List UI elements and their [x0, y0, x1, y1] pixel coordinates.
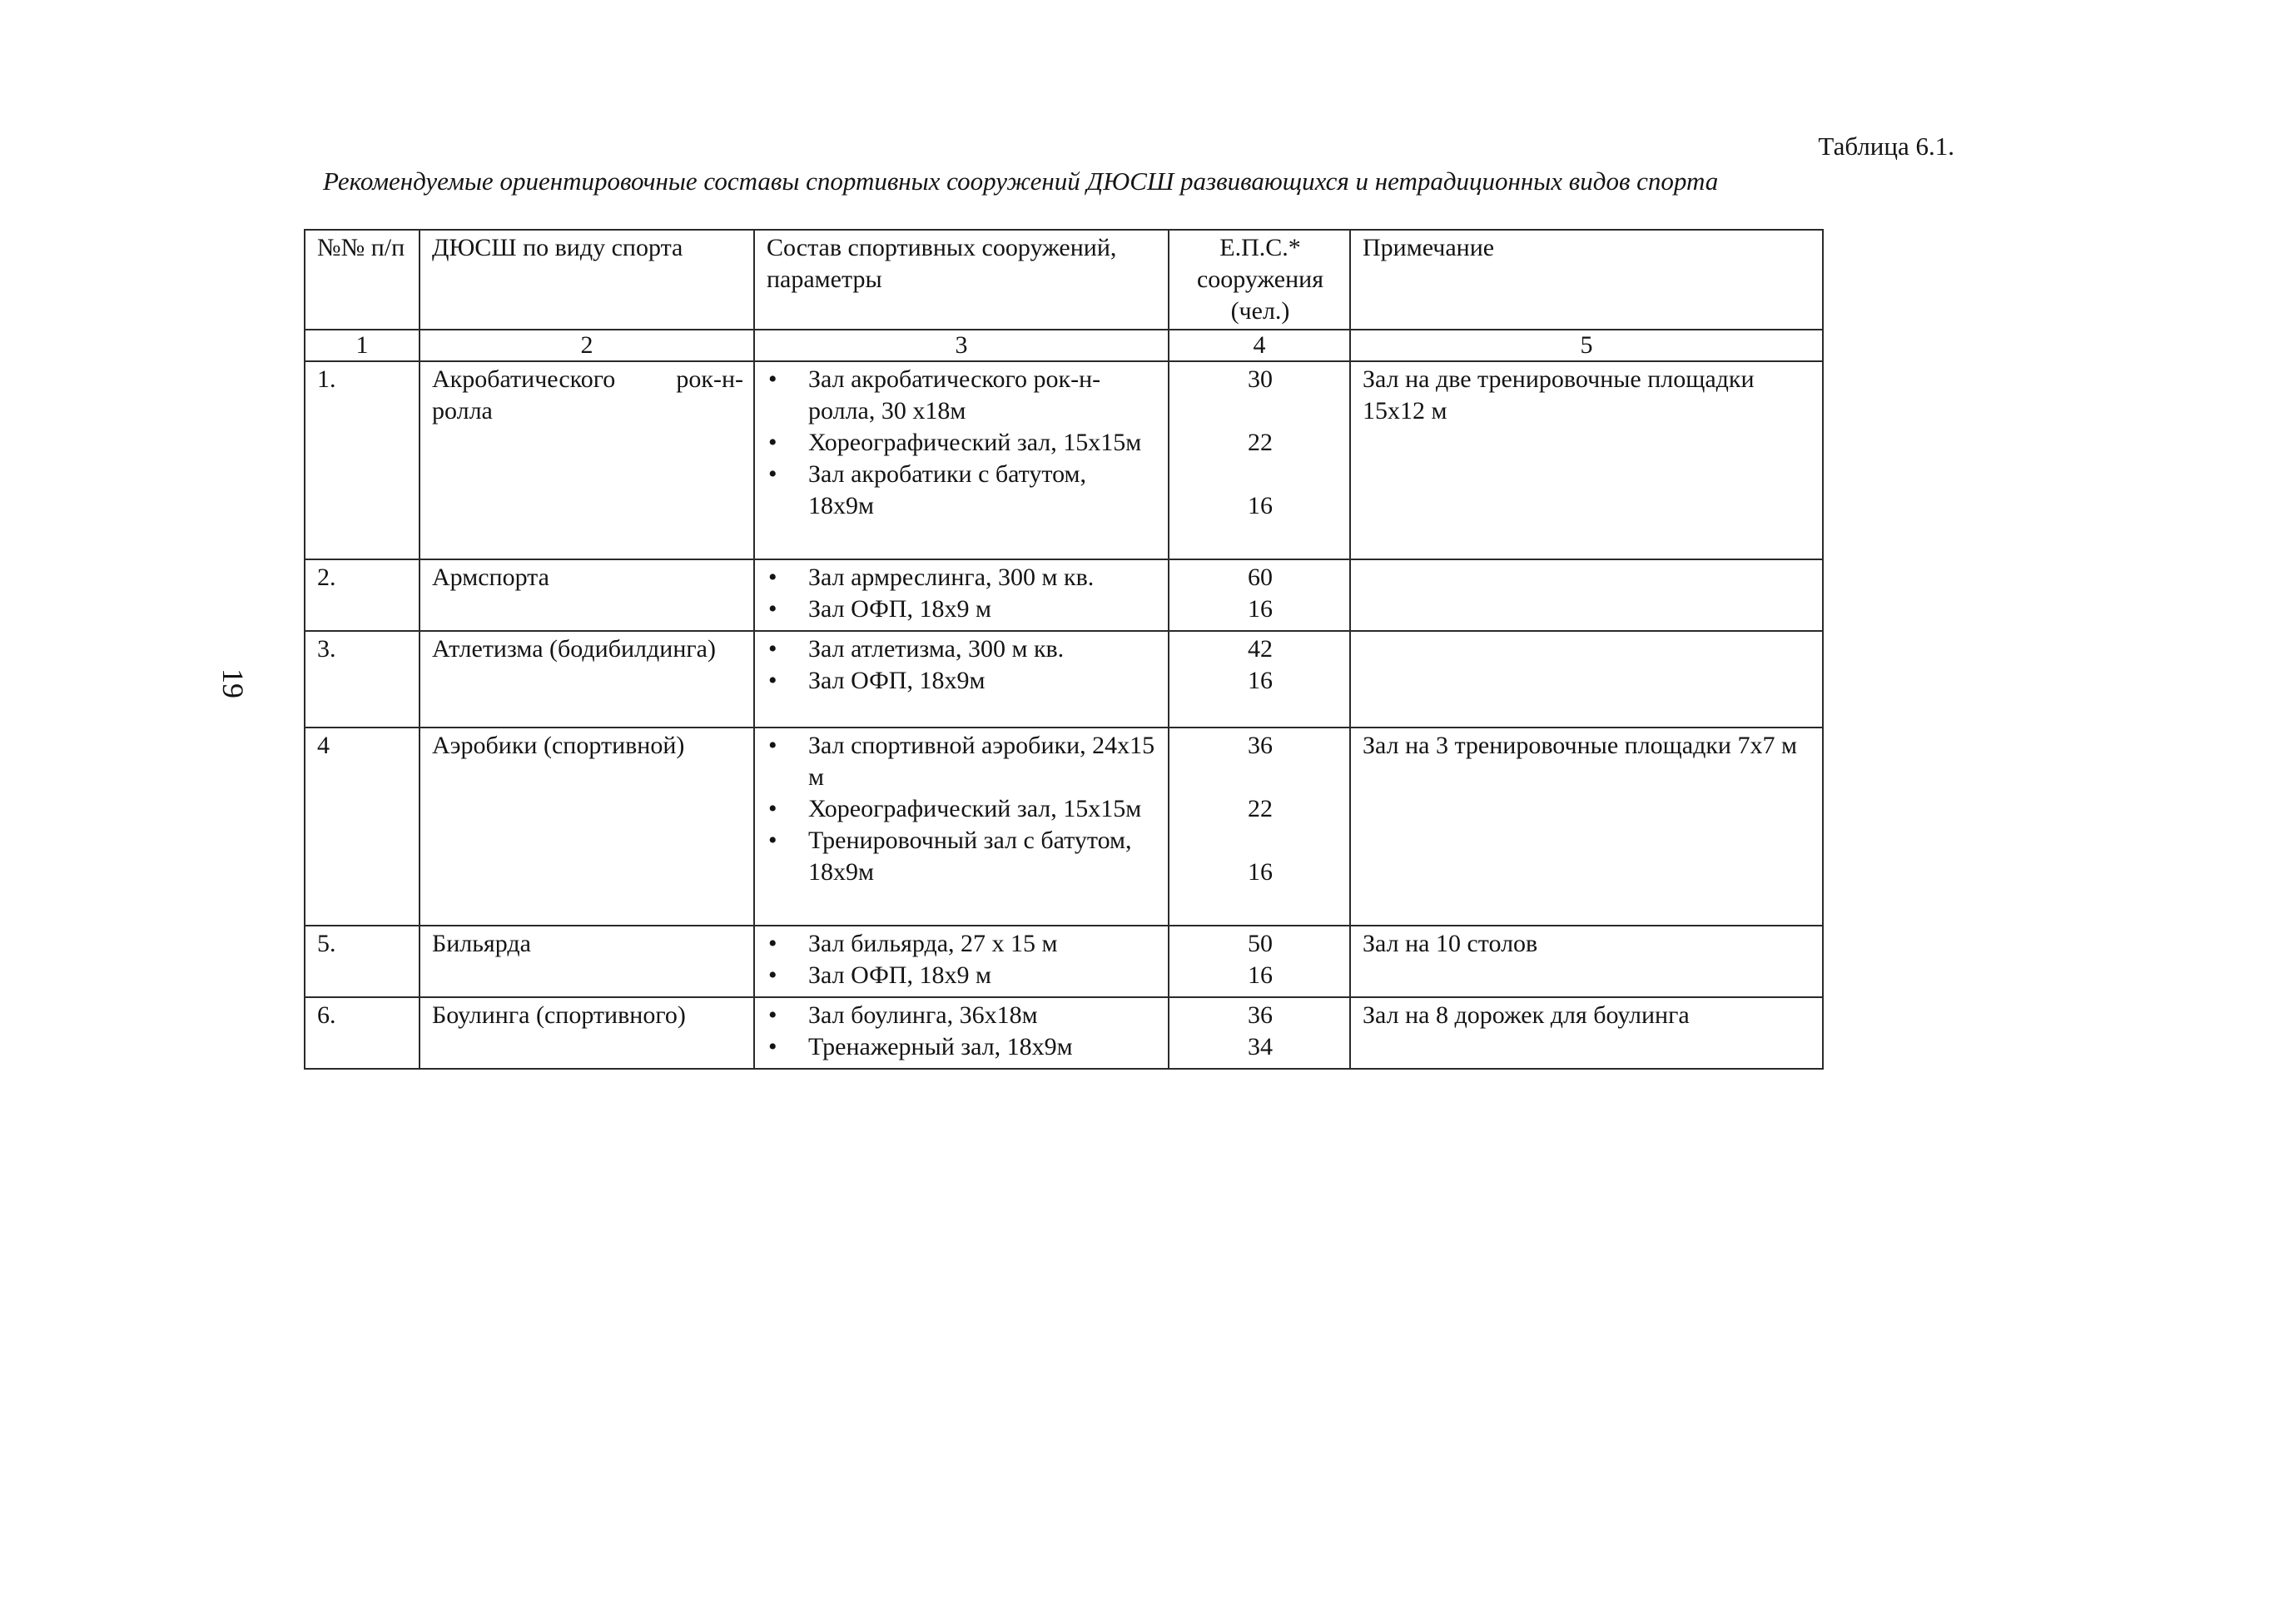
header-eps: Е.П.С.* сооружения (чел.) [1169, 230, 1350, 330]
row-number: 4 [305, 728, 420, 926]
table-row [305, 361, 1823, 559]
row-sport: Акробатического рок-н-ролла [420, 361, 754, 559]
header-number: №№ п/п [305, 230, 420, 330]
page-number: 19 [216, 668, 250, 698]
row-facilities [754, 728, 1169, 926]
facility-item [767, 633, 1158, 665]
facility-item [767, 960, 1158, 991]
table-row [305, 631, 1823, 728]
eps-value: 16 [1248, 858, 1273, 886]
facility-text: Зал ОФП, 18х9м [808, 667, 986, 694]
facility-text: Зал бильярда, 27 х 15 м [808, 930, 1058, 957]
eps-value: 16 [1248, 595, 1273, 623]
column-number: 1 [305, 330, 420, 361]
bullet-icon: • [768, 827, 777, 854]
eps-value: 30 [1248, 365, 1273, 393]
facility-item [767, 1031, 1158, 1063]
row-note: Зал на 3 тренировочные площадки 7х7 м [1350, 728, 1823, 926]
eps-value: 22 [1248, 429, 1273, 456]
row-sport: Боулинга (спортивного) [420, 997, 754, 1069]
row-number: 3. [305, 631, 420, 728]
row-eps [1169, 728, 1350, 926]
facility-text: Хореографический зал, 15х15м [808, 429, 1142, 456]
header-sport: ДЮСШ по виду спорта [420, 230, 754, 330]
bullet-icon: • [768, 365, 777, 393]
row-note [1350, 631, 1823, 728]
facility-item [767, 364, 1158, 427]
facility-text: Зал атлетизма, 300 м кв. [808, 635, 1065, 663]
table-row [305, 997, 1823, 1069]
facility-item [767, 459, 1158, 522]
bullet-icon: • [768, 460, 777, 488]
bullet-icon: • [768, 1001, 777, 1029]
bullet-icon: • [768, 429, 777, 456]
row-number: 5. [305, 926, 420, 997]
facility-item [767, 665, 1158, 697]
facility-item [767, 730, 1158, 793]
facility-item [767, 562, 1158, 593]
eps-value: 60 [1248, 564, 1273, 591]
facility-text: Зал акробатики с батутом, 18х9м [808, 460, 1087, 519]
row-note: Зал на 10 столов [1350, 926, 1823, 997]
table-number: Таблица 6.1. [1818, 132, 1954, 161]
facility-text: Зал ОФП, 18х9 м [808, 595, 991, 623]
eps-value: 16 [1248, 667, 1273, 694]
row-number: 2. [305, 559, 420, 631]
facility-item [767, 1000, 1158, 1031]
facility-item [767, 928, 1158, 960]
column-number: 4 [1169, 330, 1350, 361]
row-number: 1. [305, 361, 420, 559]
table-header-row [305, 230, 1823, 330]
table-row [305, 559, 1823, 631]
row-eps [1169, 559, 1350, 631]
column-number: 5 [1350, 330, 1823, 361]
facility-text: Зал ОФП, 18х9 м [808, 961, 991, 989]
row-facilities [754, 631, 1169, 728]
facility-text: Зал акробатического рок-н-ролла, 30 х18м [808, 365, 1101, 425]
row-eps [1169, 361, 1350, 559]
table-caption: Рекомендуемые ориентировочные составы спортивных сооружений ДЮСШ развивающихся и нетрадиционных видов спорта [323, 166, 1719, 196]
bullet-icon: • [768, 1033, 777, 1060]
bullet-icon: • [768, 595, 777, 623]
row-sport: Аэробики (спортивной) [420, 728, 754, 926]
facilities-table [304, 229, 1824, 1070]
header-facilities: Состав спортивных сооружений, параметры [754, 230, 1169, 330]
row-sport: Бильярда [420, 926, 754, 997]
eps-value: 36 [1248, 1001, 1273, 1029]
row-facilities [754, 361, 1169, 559]
bullet-icon: • [768, 667, 777, 694]
column-numbers-row [305, 330, 1823, 361]
row-facilities [754, 997, 1169, 1069]
row-eps [1169, 926, 1350, 997]
column-number: 2 [420, 330, 754, 361]
row-sport: Армспорта [420, 559, 754, 631]
facility-text: Тренажерный зал, 18х9м [808, 1033, 1073, 1060]
eps-value: 50 [1248, 930, 1273, 957]
facility-text: Зал боулинга, 36х18м [808, 1001, 1038, 1029]
bullet-icon: • [768, 635, 777, 663]
facility-item [767, 593, 1158, 625]
eps-value: 36 [1248, 732, 1273, 759]
facility-text: Хореографический зал, 15х15м [808, 795, 1142, 822]
row-facilities [754, 559, 1169, 631]
row-note: Зал на две тренировочные площадки 15х12 м [1350, 361, 1823, 559]
bullet-icon: • [768, 795, 777, 822]
header-note: Примечание [1350, 230, 1823, 330]
eps-value: 22 [1248, 795, 1273, 822]
row-facilities [754, 926, 1169, 997]
facility-item [767, 427, 1158, 459]
facility-text: Зал спортивной аэробики, 24х15 м [808, 732, 1155, 791]
bullet-icon: • [768, 732, 777, 759]
eps-value: 42 [1248, 635, 1273, 663]
bullet-icon: • [768, 961, 777, 989]
column-number: 3 [754, 330, 1169, 361]
facility-text: Зал армреслинга, 300 м кв. [808, 564, 1095, 591]
eps-value: 16 [1248, 961, 1273, 989]
eps-value: 16 [1248, 492, 1273, 519]
bullet-icon: • [768, 930, 777, 957]
row-number: 6. [305, 997, 420, 1069]
row-eps [1169, 631, 1350, 728]
facility-item [767, 825, 1158, 888]
row-note [1350, 559, 1823, 631]
eps-value: 34 [1248, 1033, 1273, 1060]
bullet-icon: • [768, 564, 777, 591]
row-sport: Атлетизма (бодибилдинга) [420, 631, 754, 728]
facility-item [767, 793, 1158, 825]
row-eps [1169, 997, 1350, 1069]
row-note: Зал на 8 дорожек для боулинга [1350, 997, 1823, 1069]
table-row [305, 728, 1823, 926]
facility-text: Тренировочный зал с батутом, 18х9м [808, 827, 1132, 886]
table-row [305, 926, 1823, 997]
